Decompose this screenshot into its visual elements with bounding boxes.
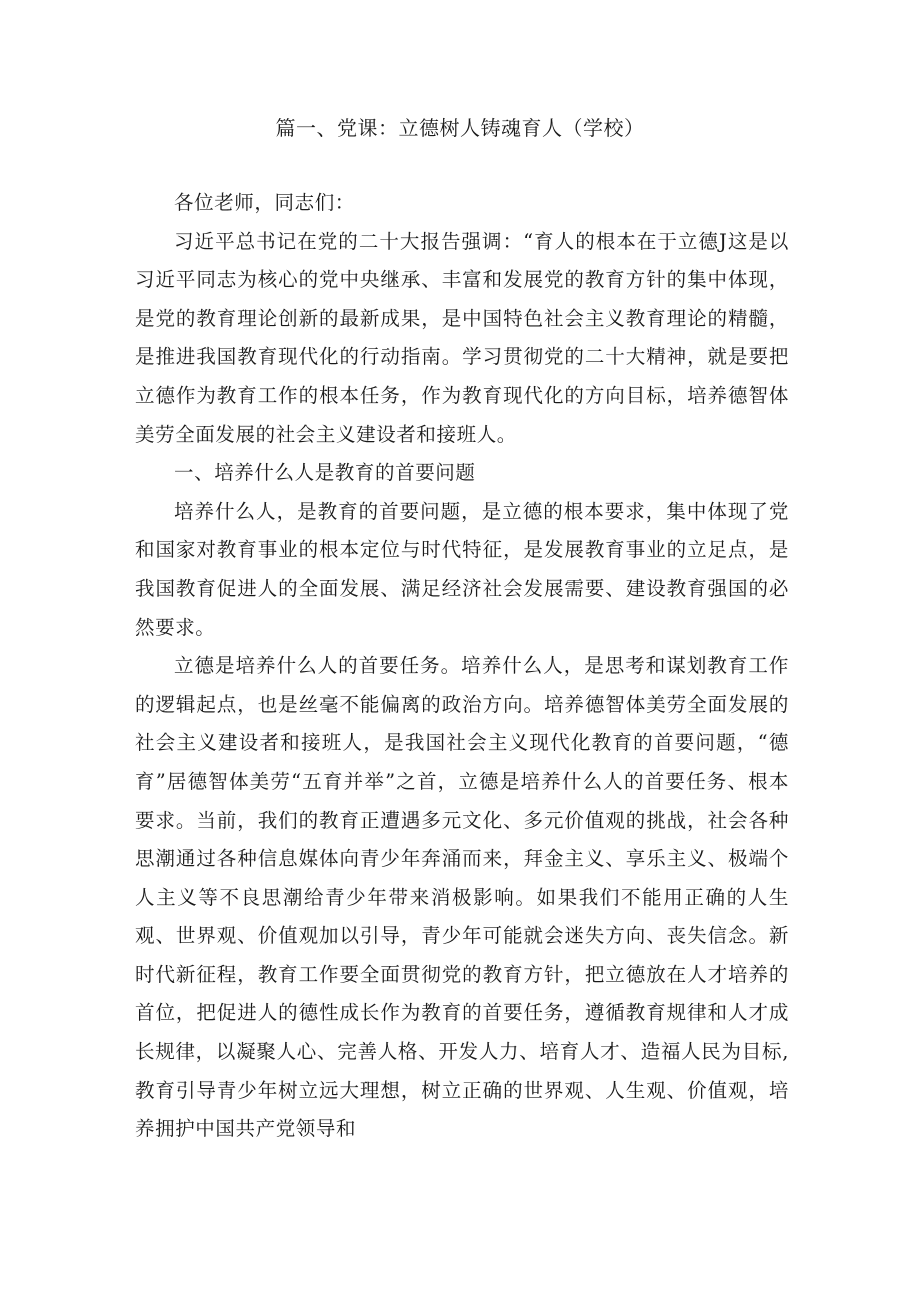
document-body bbox=[135, 184, 789, 1149]
section-heading-1: 一、培养什么人是教育的首要问题 bbox=[174, 461, 476, 485]
paragraph-2: 培养什么人，是教育的首要问题，是立德的根本要求，集中体现了党和国家对教育事业的根本定位与时代特征，是发展教育事业的立足点，是我国教育促进人的全面发展、满足经济社会发展需要、建设教育强国的必然要求。 bbox=[135, 499, 789, 639]
document-title: 篇一、党课：立德树人铸魂育人（学校） bbox=[275, 116, 645, 140]
paragraph-1: 习近平总书记在党的二十大报告强调：“育人的根本在于立德J这是以习近平同志为核心的党中央继承、丰富和发展党的教育方针的集中体现，是党的教育理论创新的最新成果，是中国特色社会主义教育理论的精髓，是推进我国教育现代化的行动指南。学习贯彻党的二十大精神，就是要把立德作为教育工作的根本任务，作为教育现代化的方向目标，培养德智体美劳全面发展的社会主义建设者和接班人。 bbox=[135, 229, 789, 446]
paragraph-3: 立德是培养什么人的首要任务。培养什么人，是思考和谋划教育工作的逻辑起点，也是丝毫不能偏离的政治方向。培养德智体美劳全面发展的社会主义建设者和接班人，是我国社会主义现代化教育的首要问题，“德育”居德智体美劳“五育并举”之首，立德是培养什么人的首要任务、根本要求。当前，我们的教育正遭遇多元文化、多元价值观的挑战，社会各种思潮通过各种信息媒体向青少年奔涌而来，拜金主义、享乐主义、极端个人主义等不良思潮给青少年带来消极影响。如果我们不能用正确的人生观、世界观、价值观加以引导，青少年可能就会迷失方向、丧失信念。新时代新征程，教育工作要全面贯彻党的教育方针，把立德放在人才培养的首位，把促进人的德性成长作为教育的首要任务，遵循教育规律和人才成长规律，以凝聚人心、完善人格、开发人力、培育人才、造福人民为目标,教育引导青少年树立远大理想，树立正确的世界观、人生观、价值观，培养拥护中国共产党领导和 bbox=[135, 654, 789, 1141]
greeting: 各位老师，同志们： bbox=[174, 191, 355, 214]
